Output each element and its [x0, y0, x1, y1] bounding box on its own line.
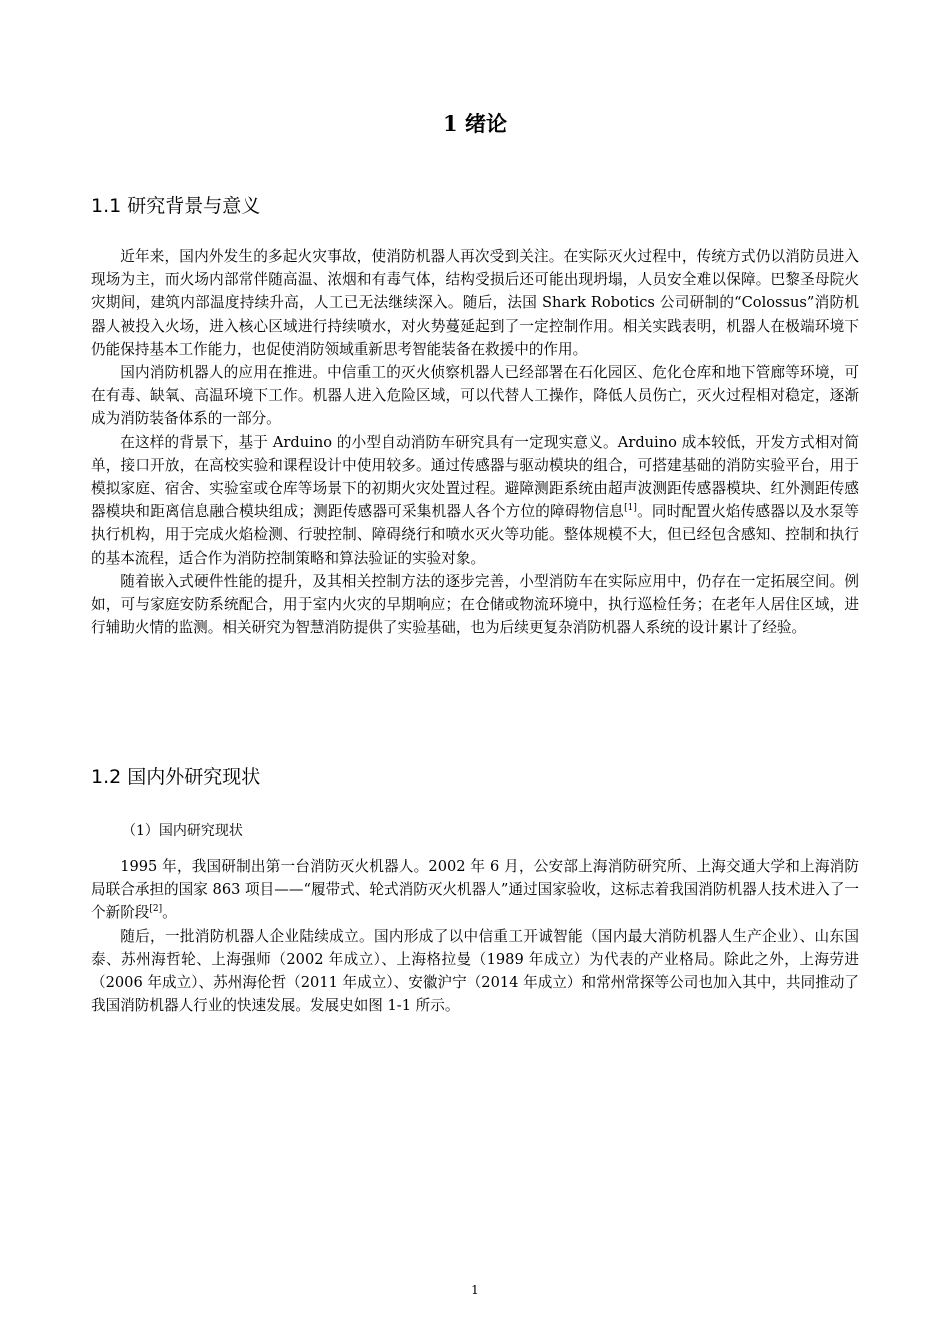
section-title-background: 1.1 研究背景与意义 — [91, 195, 261, 217]
paragraph: 随着嵌入式硬件性能的提升，及其相关控制方法的逐步完善，小型消防车在实际应用中，仍存在一定拓展空间。例如，可与家庭安防系统配合，用于室内火灾的早期响应；在仓储或物流环境中，执行巡检任务；在老年人居住区域，进行辅助火情的监测。相关研究为智慧消防提供了实验基础，也为后续更复杂消防机器人系统的设计累计了经验。 — [91, 572, 859, 637]
citation-marker: [1] — [624, 503, 637, 514]
subheading-domestic-research: （1）国内研究现状 — [122, 823, 243, 839]
paragraph — [91, 855, 859, 925]
chapter-title: 1 绪论 — [443, 111, 507, 136]
paragraph-text: 1995 年，我国研制出第一台消防灭火机器人。2002 年 6 月，公安部上海消防研究所、上海交通大学和上海消防局联合承担的国家 863 项目——“履带式、轮式消防灭火机器人”通过国家验收，这标志着我国消防机器人技术进入了一个新阶段 — [91, 858, 859, 922]
paragraph: 近年来，国内外发生的多起火灾事故，使消防机器人再次受到关注。在实际灭火过程中，传统方式仍以消防员进入现场为主，而火场内部常伴随高温、浓烟和有毒气体，结构受损后还可能出现坍塌，人员安全难以保障。巴黎圣母院火灾期间，建筑内部温度持续升高，人工已无法继续深入。随后，法国 Shark Robotics 公司研制的“Colossus”消防机器人被投入火场，进入核心区域进行持续喷水，对火势蔓延起到了一定控制作用。相关实践表明，机器人在极端环境下仍能保持基本工作能力，也促使消防领域重新思考智能装备在救援中的作用。 — [91, 248, 859, 358]
paragraph: 随后，一批消防机器人企业陆续成立。国内形成了以中信重工开诚智能（国内最大消防机器人生产企业）、山东国泰、苏州海哲轮、上海强师（2002 年成立）、上海格拉曼（1989 年成立）为代表的产业格局。除此之外，上海劳进（2006 年成立）、苏州海伦哲（2011 年成立）、安徽沪宁（2014 年成立）和常州常探等公司也加入其中，共同推动了我国消防机器人行业的快速发展。发展史如图 1-1 所示。 — [91, 927, 859, 1015]
paragraph-text: 。 — [162, 904, 177, 922]
page-number: 1 — [471, 1283, 479, 1297]
section-body-research-status — [91, 855, 859, 1017]
section-body-background — [91, 245, 859, 639]
paragraph: 国内消防机器人的应用在推进。中信重工的灭火侦察机器人已经部署在石化园区、危化仓库和地下管廊等环境，可在有毒、缺氧、高温环境下工作。机器人进入危险区域，可以代替人工操作，降低人员伤亡，灭火过程相对稳定，逐渐成为消防装备体系的一部分。 — [91, 364, 859, 428]
paragraph — [91, 431, 859, 570]
paragraph-text: 。同时配置火焰传感器以及水泵等执行机构，用于完成火焰检测、行驶控制、障碍绕行和喷水灭火等功能。整体规模不大，但已经包含感知、控制和执行的基本流程，适合作为消防控制策略和算法验证的实验对象。 — [91, 503, 859, 567]
section-title-research-status: 1.2 国内外研究现状 — [91, 766, 261, 788]
citation-marker: [2] — [149, 904, 163, 915]
paragraph-text: 在这样的背景下，基于 Arduino 的小型自动消防车研究具有一定现实意义。Arduino 成本较低，开发方式相对简单，接口开放，在高校实验和课程设计中使用较多。通过传感器与驱动模块的组合，可搭建基础的消防实验平台，用于模拟家庭、宿舍、实验室或仓库等场景下的初期火灾处置过程。避障测距系统由超声波测距传感器模块、红外测距传感器模块和距离信息融合模块组成；测距传感器可采集机器人各个方位的障碍物信息 — [91, 433, 859, 521]
